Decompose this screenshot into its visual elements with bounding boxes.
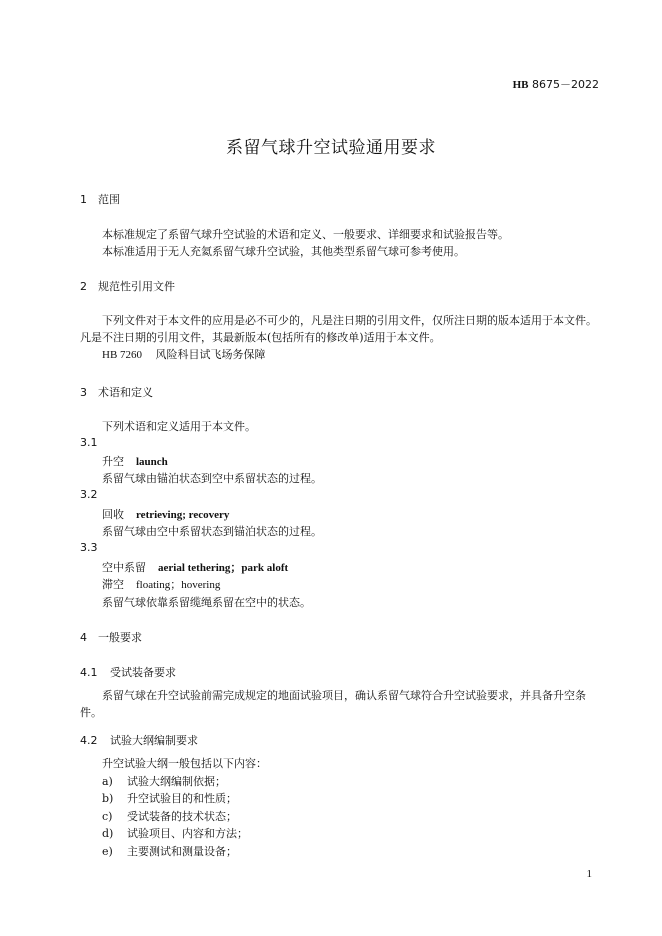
reference-code: HB 7260: [102, 349, 143, 361]
term-definition: 系留气球由空中系留状态到锚泊状态的过程。: [102, 525, 322, 538]
section-3-heading: [80, 384, 153, 400]
list-item-text: 试验大纲编制依据；: [127, 775, 226, 788]
section-number: 2: [80, 280, 87, 293]
list-marker: e): [102, 845, 113, 858]
standard-number: 8675－2022: [532, 78, 599, 91]
subsection-number: 4.2: [80, 734, 98, 747]
term-name: [102, 453, 168, 469]
section-number: 4: [80, 631, 87, 644]
list-marker: d): [102, 827, 114, 840]
term-number: 3.1: [80, 436, 98, 449]
list-item: [102, 790, 237, 806]
section-title: 范围: [98, 193, 120, 206]
subsection-number: 4.1: [80, 666, 98, 679]
term-name-en: retrieving; recovery: [136, 509, 230, 521]
term-name-en: launch: [136, 456, 168, 468]
subsection-title: 试验大纲编制要求: [110, 734, 198, 747]
list-item: [102, 843, 237, 859]
standard-code: [513, 76, 599, 92]
term-name-cn: 升空: [102, 455, 124, 468]
subsection-4-1-paragraph: 系留气球在升空试验前需完成规定的地面试验项目，确认系留气球符合升空试验要求，并具备升空条件。: [80, 689, 586, 719]
section-title: 一般要求: [98, 631, 142, 644]
term-alternative: [102, 576, 220, 592]
list-item: [102, 773, 226, 789]
term-definition: 系留气球由锚泊状态到空中系留状态的过程。: [102, 472, 322, 485]
term-name: [102, 506, 229, 522]
normative-reference: [102, 346, 266, 362]
list-marker: b): [102, 792, 114, 805]
term-name-cn: 空中系留: [102, 561, 146, 574]
term-number: 3.2: [80, 488, 98, 501]
term-alternative-cn: 滞空: [102, 578, 124, 591]
section-2-heading: [80, 278, 175, 294]
section-3-intro: 下列术语和定义适用于本文件。: [102, 420, 256, 433]
section-number: 1: [80, 193, 87, 206]
subsection-title: 受试装备要求: [110, 666, 176, 679]
reference-title: 风险科目试飞场务保障: [155, 348, 266, 361]
list-item-text: 试验项目、内容和方法；: [127, 827, 248, 840]
subsection-4-2-heading: [80, 732, 198, 748]
term-number: 3.3: [80, 541, 98, 554]
term-alternative-en: floating；hovering: [136, 579, 221, 591]
term-definition: 系留气球依靠系留缆绳系留在空中的状态。: [102, 596, 311, 609]
subsection-4-2-intro: 升空试验大纲一般包括以下内容：: [102, 757, 267, 770]
standard-prefix: HB: [512, 79, 529, 91]
section-number: 3: [80, 386, 87, 399]
list-item-text: 主要测试和测量设备；: [127, 845, 237, 858]
subsection-4-1-heading: [80, 664, 176, 680]
list-item-text: 受试装备的技术状态；: [127, 810, 237, 823]
section-4-heading: [80, 629, 142, 645]
list-item: [102, 808, 237, 824]
section-title: 规范性引用文件: [98, 280, 175, 293]
term-name-en: aerial tethering；park aloft: [158, 562, 289, 574]
section-1-heading: [80, 191, 120, 207]
list-marker: a): [102, 775, 113, 788]
section-title: 术语和定义: [98, 386, 153, 399]
page-number: 1: [586, 868, 592, 880]
list-item: [102, 825, 248, 841]
list-marker: c): [102, 810, 113, 823]
section-1-paragraph-1: 本标准规定了系留气球升空试验的术语和定义、一般要求、详细要求和试验报告等。: [102, 228, 509, 241]
term-name-cn: 回收: [102, 508, 124, 521]
section-2-paragraph-1: 下列文件对于本文件的应用是必不可少的，凡是注日期的引用文件，仅所注日期的版本适用于本文件。凡是不注日期的引用文件，其最新版本(包括所有的修改单)适用于本文件。: [80, 314, 597, 344]
term-name: [102, 559, 288, 575]
list-item-text: 升空试验目的和性质；: [127, 792, 237, 805]
section-1-paragraph-2: 本标准适用于无人充氦系留气球升空试验，其他类型系留气球可参考使用。: [102, 245, 465, 258]
document-title: 系留气球升空试验通用要求: [226, 138, 436, 158]
